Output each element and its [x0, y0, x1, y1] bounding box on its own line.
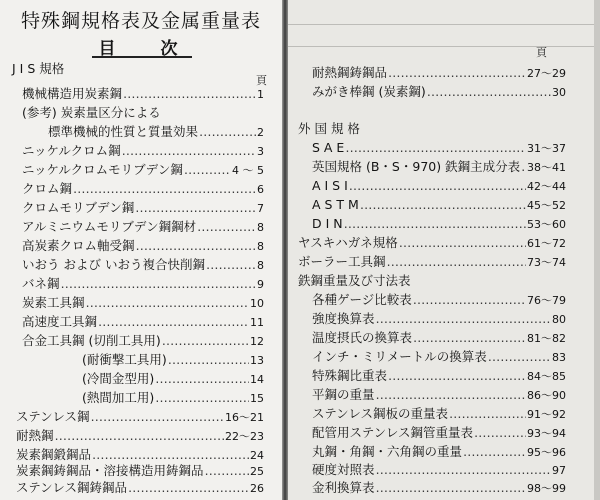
toc-entry[interactable]: (熱間加工用) ……………………………………………………………………………… 15	[82, 389, 264, 407]
left-page	[0, 0, 282, 500]
toc-entry[interactable]: 標準機械的性質と質量効果 ……………………………………………………………………………… 2	[48, 123, 264, 141]
toc-entry[interactable]: 丸鋼・角鋼・六角鋼の重量 ……………………………………………………………………………… 95～96	[312, 443, 566, 461]
toc-entry[interactable]: バネ鋼 ……………………………………………………………………………… 9	[22, 275, 264, 293]
toc-entry[interactable]: 配管用ステンレス鋼管重量表 ……………………………………………………………………………… 93～94	[312, 424, 566, 442]
toc-entry[interactable]: いおう および いおう複合快削鋼 ……………………………………………………………………………… 8	[22, 256, 264, 274]
toc-entry[interactable]: 英国規格 (B・S・970) 鉄鋼主成分表 ……………………………………………………………………………… 38～41	[312, 158, 566, 176]
toc-entry[interactable]: 耐熱鋼 ……………………………………………………………………………… 22～23	[16, 427, 264, 445]
toc-entry[interactable]: ステンレス鋼板の重量表 ……………………………………………………………………………… 91～92	[312, 405, 566, 423]
toc-entry[interactable]: アルミニウムモリブデン鋼鋼材 ……………………………………………………………………………… 8	[22, 218, 264, 236]
toc-entry[interactable]: みがき棒鋼 (炭素鋼) ……………………………………………………………………………… 30	[312, 83, 566, 101]
toc-entry: (参考) 炭素量区分による	[22, 105, 161, 120]
toc-entry[interactable]: ステンレス鋼 ……………………………………………………………………………… 16～21	[16, 408, 264, 426]
bleed-rule	[288, 46, 594, 47]
toc-entry[interactable]: 硬度対照表 ……………………………………………………………………………… 97	[312, 461, 566, 479]
toc-entry[interactable]: 耐熱鋼鋳鋼品 ……………………………………………………………………………… 27～29	[312, 64, 566, 82]
toc-entry[interactable]: 各種ゲージ比較表 ……………………………………………………………………………… 76～79	[312, 291, 566, 309]
book-title: 特殊鋼規格表及金属重量表	[20, 10, 261, 32]
toc-entry[interactable]: 強度換算表 ……………………………………………………………………………… 80	[312, 310, 566, 328]
toc-heading: 目 次	[98, 39, 192, 59]
toc-entry[interactable]: 温度摂氏の換算表 ……………………………………………………………………………… 81～82	[312, 329, 566, 347]
toc-entry[interactable]: S A E ……………………………………………………………………………… 31～37	[312, 139, 566, 157]
toc-entry[interactable]: 機械構造用炭素鋼 ……………………………………………………………………………… 1	[22, 85, 264, 103]
page-column-label: 頁	[256, 74, 267, 87]
toc-entry[interactable]: 炭素鋼鋳鋼品・溶接構造用鋳鋼品 ……………………………………………………………………………… 25	[16, 462, 264, 480]
toc-entry[interactable]: 平鋼の重量 ……………………………………………………………………………… 86～90	[312, 386, 566, 404]
toc-entry[interactable]: 高炭素クロム軸受鋼 ……………………………………………………………………………… 8	[22, 237, 264, 255]
toc-entry[interactable]: ステンレス鋼鋳鋼品 ……………………………………………………………………………… 26	[16, 479, 264, 497]
toc-entry[interactable]: クロム鋼 ……………………………………………………………………………… 6	[22, 180, 264, 198]
section-foreign: 外 国 規 格	[298, 121, 360, 136]
section-weight: 鉄鋼重量及び寸法表	[298, 273, 411, 288]
toc-entry[interactable]: ボーラー工具鋼 ……………………………………………………………………………… 73～74	[298, 253, 566, 271]
toc-entry[interactable]: 合金工具鋼 (切削工具用) ……………………………………………………………………………… 12	[22, 332, 264, 350]
toc-entry[interactable]: 炭素鋼鍛鋼品 ……………………………………………………………………………… 24	[16, 446, 264, 464]
toc-entry[interactable]: ニッケルクロム鋼 ……………………………………………………………………………… 3	[22, 142, 264, 160]
right-page	[288, 0, 594, 500]
heading-underline	[92, 56, 192, 58]
toc-entry[interactable]: 炭素工具鋼 ……………………………………………………………………………… 10	[22, 294, 264, 312]
toc-entry[interactable]: クロムモリブデン鋼 ……………………………………………………………………………… 7	[22, 199, 264, 217]
toc-entry[interactable]: ニッケルクロムモリブデン鋼 ……………………………………………………………………………… 4 ～ 5	[22, 161, 264, 179]
toc-entry[interactable]: D I N ……………………………………………………………………………… 53～60	[312, 215, 566, 233]
page-edge	[594, 0, 600, 500]
toc-entry[interactable]: 高速度工具鋼 ……………………………………………………………………………… 11	[22, 313, 264, 331]
toc-entry[interactable]: (冷間金型用) ……………………………………………………………………………… 14	[82, 370, 264, 388]
toc-entry[interactable]: ヤスキハガネ規格 ……………………………………………………………………………… 61～72	[298, 234, 566, 252]
section-label: J I S 規格	[12, 61, 65, 76]
toc-entry[interactable]: 金利換算表 ……………………………………………………………………………… 98～99	[312, 479, 566, 497]
page-column-label: 頁	[536, 46, 547, 59]
toc-entry[interactable]: (耐衝撃工具用) ……………………………………………………………………………… 13	[82, 351, 264, 369]
bleed-rule	[288, 24, 594, 25]
toc-entry[interactable]: 特殊鋼比重表 ……………………………………………………………………………… 84～85	[312, 367, 566, 385]
toc-entry[interactable]: A I S I ……………………………………………………………………………… 42～44	[312, 177, 566, 195]
section-jis	[12, 60, 64, 78]
toc-entry[interactable]: A S T M ……………………………………………………………………………… 45～52	[312, 196, 566, 214]
toc-entry[interactable]: インチ・ミリメートルの換算表 ……………………………………………………………………………… 83	[312, 348, 566, 366]
